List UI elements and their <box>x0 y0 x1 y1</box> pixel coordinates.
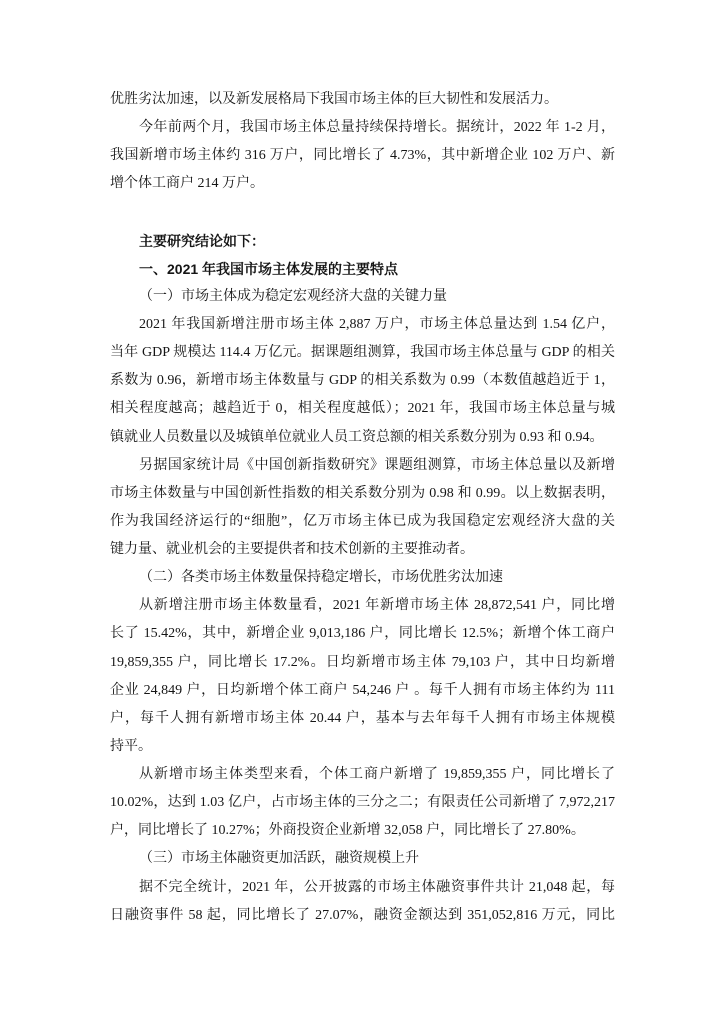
paragraph-line: 当年 GDP 规模达 114.4 万亿元。据课题组测算，我国市场主体总量与 GDP 的相关 <box>110 345 615 361</box>
paragraph-line: 作为我国经济运行的“细胞”，亿万市场主体已成为我国稳定宏观经济大盘的关 <box>110 513 615 529</box>
subsection-heading: （二）各类市场主体数量保持稳定增长，市场优胜劣汰加速 <box>139 570 503 586</box>
paragraph-entity-types <box>110 761 615 845</box>
section-heading: 一、2021 年我国市场主体发展的主要特点 <box>139 260 399 277</box>
paragraph-market-growth <box>110 114 615 198</box>
paragraph-line: 相关程度越高；越趋近于 0，相关程度越低）；2021 年，我国市场主体总量与城 <box>110 401 615 417</box>
paragraph-line: 持平。 <box>110 738 152 754</box>
document-body <box>110 86 615 930</box>
paragraph-key-force <box>110 311 615 452</box>
paragraph-innovation-index <box>110 452 615 565</box>
paragraph-financing <box>110 874 615 930</box>
paragraph-line: 19,859,355 户，同比增长 17.2%。日均新增市场主体 79,103 户，其中日均新增 <box>110 654 615 670</box>
paragraph-line: 优胜劣汰加速，以及新发展格局下我国市场主体的巨大韧性和发展活力。 <box>110 92 558 107</box>
paragraph-line: 增个体工商户 214 万户。 <box>110 176 264 192</box>
paragraph-line: 户，同比增长了 10.27%；外商投资企业新增 32,058 户，同比增长了 27.80%。 <box>110 823 585 839</box>
paragraph-line: 市场主体数量与中国创新性指数的相关系数分别为 0.98 和 0.99。以上数据表明， <box>110 485 615 501</box>
paragraph-line: 镇就业人员数量以及城镇单位就业人员工资总额的相关系数分别为 0.93 和 0.94。 <box>110 429 604 445</box>
paragraph-line: 长了 15.42%，其中，新增企业 9,013,186 户，同比增长 12.5%；新增个体工商户 <box>110 626 615 642</box>
paragraph-line: 另据国家统计局《中国创新指数研究》课题组测算，市场主体总量以及新增 <box>139 457 615 473</box>
paragraph-line: 我国新增市场主体约 316 万户，同比增长了 4.73%，其中新增企业 102 万户、新 <box>110 148 615 164</box>
paragraph-line: 10.02%，达到 1.03 亿户，占市场主体的三分之二；有限责任公司新增了 7,972,217 <box>110 795 615 811</box>
subsection-heading: （一）市场主体成为稳定宏观经济大盘的关键力量 <box>139 288 447 304</box>
blank-line <box>110 199 615 227</box>
summary-heading: 主要研究结论如下： <box>139 232 265 249</box>
paragraph-line: 日融资事件 58 起，同比增长了 27.07%，融资金额达到 351,052,816 万元，同比 <box>110 907 615 923</box>
paragraph-line: 2021 年我国新增注册市场主体 2,887 万户，市场主体总量达到 1.54 亿户， <box>139 317 615 332</box>
paragraph-line: 户，每千人拥有新增市场主体 20.44 户，基本与去年每千人拥有市场主体规模 <box>110 710 615 726</box>
paragraph-line: 从新增市场主体类型来看，个体工商户新增了 19,859,355 户，同比增长了 <box>139 767 615 782</box>
paragraph-line: 企业 24,849 户，日均新增个体工商户 54,246 户 。每千人拥有市场主体约为 111 <box>110 682 615 698</box>
paragraph-line: 今年前两个月，我国市场主体总量持续保持增长。据统计，2022 年 1-2 月， <box>139 120 615 136</box>
paragraph-line: 系数为 0.96，新增市场主体数量与 GDP 的相关系数为 0.99（本数值越趋近于 1， <box>110 373 615 389</box>
paragraph-line: 键力量、就业机会的主要提供者和技术创新的主要推动者。 <box>110 542 474 557</box>
subsection-heading: （三）市场主体融资更加活跃，融资规模上升 <box>139 851 419 867</box>
paragraph-registration-count <box>110 592 615 761</box>
paragraph-line: 从新增注册市场主体数量看，2021 年新增市场主体 28,872,541 户，同比增 <box>139 598 615 614</box>
paragraph-line: 据不完全统计，2021 年，公开披露的市场主体融资事件共计 21,048 起，每 <box>139 879 615 895</box>
